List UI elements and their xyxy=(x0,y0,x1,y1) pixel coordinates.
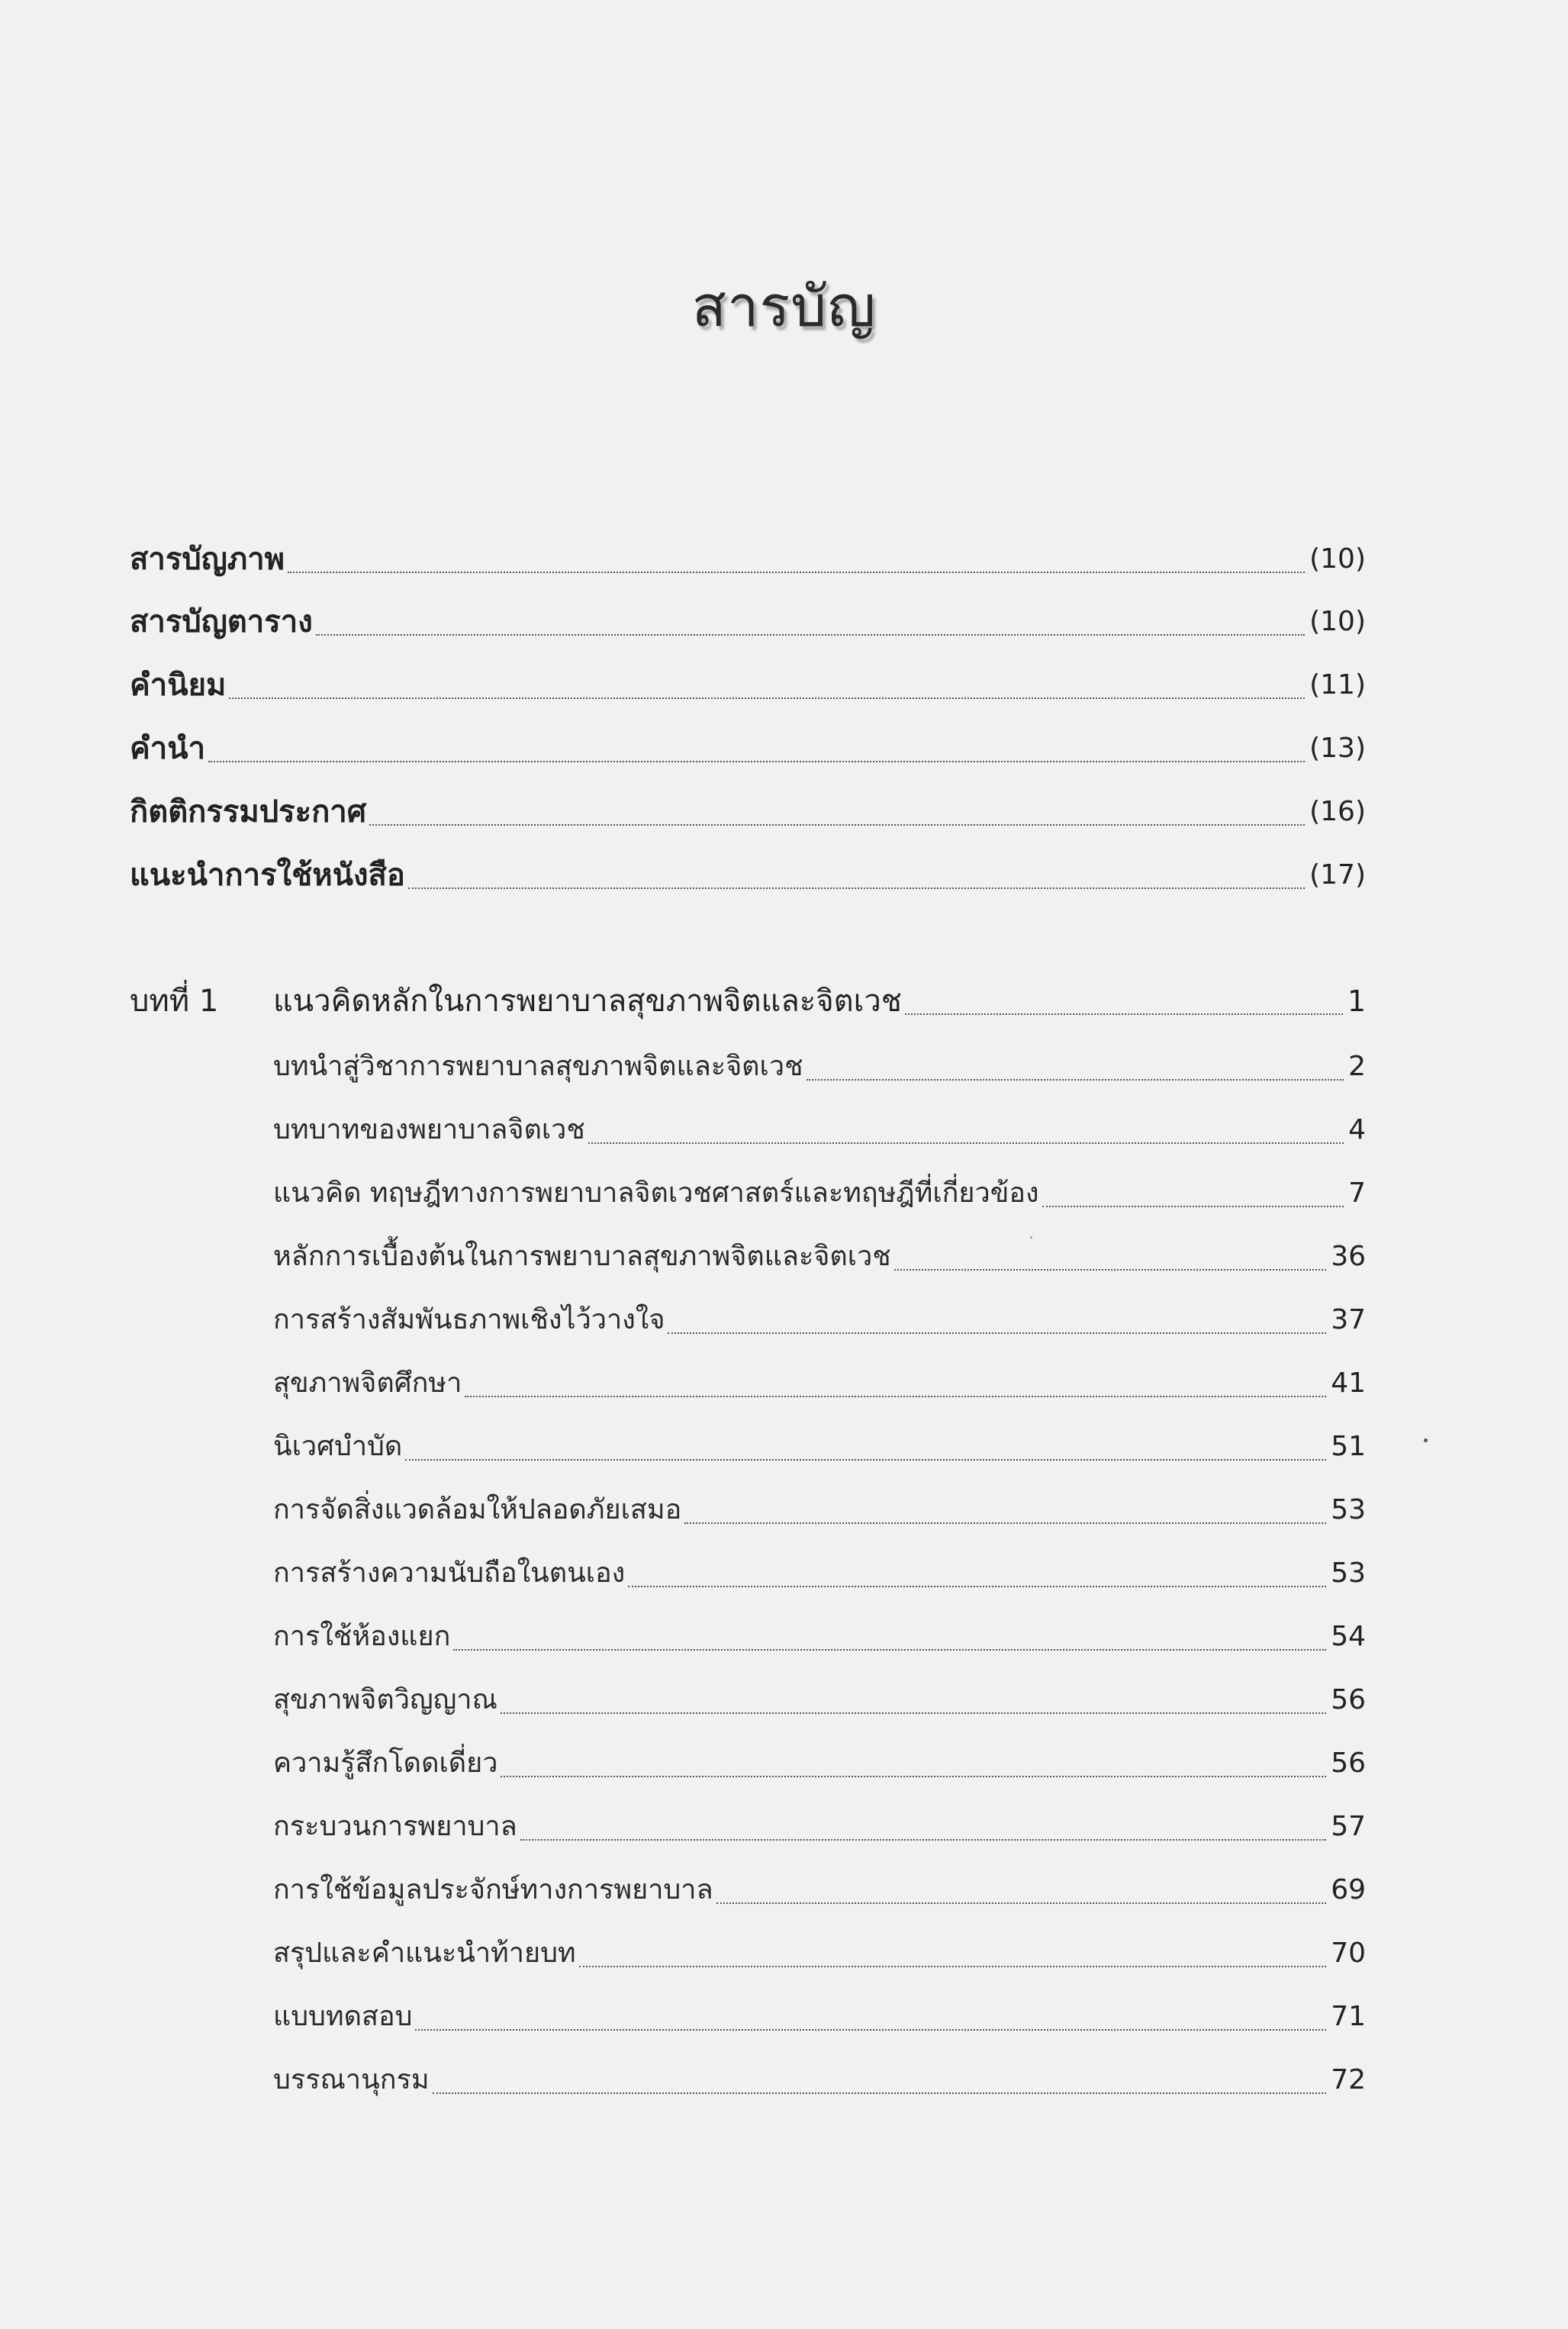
toc-section-label: การสร้างสัมพันธภาพเชิงไว้วางใจ xyxy=(273,1304,665,1335)
toc-section-14[interactable] xyxy=(273,1931,1366,1976)
toc-section-page: 56 xyxy=(1331,1684,1366,1715)
dot-leader xyxy=(405,1458,1326,1461)
toc-section-13[interactable] xyxy=(273,1867,1366,1913)
dot-leader xyxy=(668,1332,1326,1334)
dot-leader xyxy=(905,1013,1343,1015)
dot-leader xyxy=(465,1395,1326,1397)
dot-leader xyxy=(894,1268,1326,1271)
toc-section-page: 41 xyxy=(1331,1367,1366,1399)
dot-leader xyxy=(415,2028,1326,2031)
toc-entry-label: กิตติกรรมประกาศ xyxy=(130,794,367,829)
toc-section-page: 2 xyxy=(1348,1051,1366,1082)
toc-section-page: 51 xyxy=(1331,1431,1366,1462)
toc-section-label: แนวคิด ทฤษฎีทางการพยาบาลจิตเวชศาสตร์และทฤษฎีที่เกี่ยวข้อง xyxy=(273,1177,1039,1209)
toc-section-10[interactable] xyxy=(273,1677,1366,1723)
toc-entry-front-5[interactable] xyxy=(130,852,1366,898)
dot-leader xyxy=(501,1712,1326,1714)
toc-section-2[interactable] xyxy=(273,1171,1366,1216)
toc-entry-front-3[interactable] xyxy=(130,726,1366,772)
toc-section-label: กระบวนการพยาบาล xyxy=(273,1811,517,1842)
toc-entry-page: (10) xyxy=(1309,543,1366,575)
toc-section-label: หลักการเบื้องต้นในการพยาบาลสุขภาพจิตและจิตเวช xyxy=(273,1241,891,1272)
toc-section-16[interactable] xyxy=(273,2057,1366,2103)
dot-leader xyxy=(1042,1205,1344,1207)
toc-entry-label: สารบัญตาราง xyxy=(130,604,313,639)
dot-leader xyxy=(628,1585,1326,1587)
toc-section-page: 7 xyxy=(1348,1177,1366,1209)
dot-leader xyxy=(229,697,1305,699)
toc-section-label: สรุปและคำแนะนำท้ายบท xyxy=(273,1938,576,1969)
dot-leader xyxy=(316,633,1305,636)
toc-entry-front-4[interactable] xyxy=(130,789,1366,835)
toc-entry-page: (13) xyxy=(1309,733,1366,764)
toc-entry-page: (16) xyxy=(1309,796,1366,827)
toc-section-label: บทนำสู่วิชาการพยาบาลสุขภาพจิตและจิตเวช xyxy=(273,1051,803,1082)
toc-entry-page: (17) xyxy=(1309,859,1366,891)
chapter-page: 1 xyxy=(1347,984,1366,1018)
toc-section-11[interactable] xyxy=(273,1741,1366,1786)
toc-section-label: สุขภาพจิตวิญญาณ xyxy=(273,1684,497,1715)
dot-leader xyxy=(684,1522,1326,1524)
toc-section-15[interactable] xyxy=(273,1994,1366,2040)
toc-section-page: 71 xyxy=(1331,2001,1366,2032)
dot-leader xyxy=(433,2092,1327,2094)
toc-section-page: 53 xyxy=(1331,1557,1366,1589)
dot-leader xyxy=(501,1775,1326,1777)
dot-leader xyxy=(208,760,1305,762)
dot-leader xyxy=(453,1648,1326,1651)
toc-entry-front-0[interactable] xyxy=(130,536,1366,582)
toc-section-page: 4 xyxy=(1348,1114,1366,1145)
toc-section-4[interactable] xyxy=(273,1297,1366,1343)
toc-section-page: 70 xyxy=(1331,1938,1366,1969)
toc-section-page: 57 xyxy=(1331,1811,1366,1842)
dot-leader xyxy=(369,823,1305,826)
toc-section-label: บรรณานุกรม xyxy=(273,2064,430,2095)
toc-section-0[interactable] xyxy=(273,1044,1366,1090)
toc-section-1[interactable] xyxy=(273,1107,1366,1153)
toc-section-label: แบบทดสอบ xyxy=(273,2001,413,2032)
toc-entry-page: (10) xyxy=(1309,606,1366,637)
dot-leader xyxy=(520,1838,1327,1841)
toc-section-page: 36 xyxy=(1331,1241,1366,1272)
toc-section-page: 54 xyxy=(1331,1621,1366,1652)
toc-section-5[interactable] xyxy=(273,1361,1366,1406)
toc-section-label: การใช้ห้องแยก xyxy=(273,1621,451,1652)
dot-leader xyxy=(408,887,1305,889)
toc-section-label: การใช้ข้อมูลประจักษ์ทางการพยาบาล xyxy=(273,1874,713,1905)
toc-chapter-1[interactable] xyxy=(130,978,1366,1024)
toc-section-label: การจัดสิ่งแวดล้อมให้ปลอดภัยเสมอ xyxy=(273,1494,682,1525)
toc-section-label: นิเวศบำบัด xyxy=(273,1431,403,1462)
toc-section-label: สุขภาพจิตศึกษา xyxy=(273,1367,462,1399)
toc-section-6[interactable] xyxy=(273,1424,1366,1470)
page-title: สารบัญ xyxy=(691,274,877,340)
toc-entry-front-2[interactable] xyxy=(130,662,1366,708)
toc-section-page: 72 xyxy=(1331,2064,1366,2095)
chapter-number: บทที่ 1 xyxy=(130,984,219,1019)
dot-leader xyxy=(588,1142,1344,1144)
toc-section-page: 53 xyxy=(1331,1494,1366,1525)
toc-entry-page: (11) xyxy=(1309,669,1366,701)
toc-section-label: การสร้างความนับถือในตนเอง xyxy=(273,1557,626,1589)
toc-entry-label: แนะนำการใช้หนังสือ xyxy=(130,858,405,893)
toc-section-8[interactable] xyxy=(273,1551,1366,1596)
toc-section-label: ความรู้สึกโดดเดี่ยว xyxy=(273,1748,498,1779)
dot-leader xyxy=(288,571,1305,573)
toc-entry-label: สารบัญภาพ xyxy=(130,542,285,577)
toc-section-3[interactable] xyxy=(273,1234,1366,1280)
toc-entry-front-1[interactable] xyxy=(130,599,1366,645)
toc-entry-label: คำนิยม xyxy=(130,668,227,703)
toc-entry-label: คำนำ xyxy=(130,731,206,766)
toc-section-7[interactable] xyxy=(273,1487,1366,1533)
scan-speck xyxy=(1424,1438,1428,1442)
scan-speck xyxy=(1030,1236,1032,1239)
toc-section-page: 69 xyxy=(1331,1874,1366,1905)
toc-section-label: บทบาทของพยาบาลจิตเวช xyxy=(273,1114,585,1145)
toc-section-page: 56 xyxy=(1331,1748,1366,1779)
dot-leader xyxy=(716,1902,1327,1904)
toc-section-9[interactable] xyxy=(273,1614,1366,1660)
dot-leader xyxy=(579,1965,1327,1967)
toc-section-page: 37 xyxy=(1331,1304,1366,1335)
toc-section-12[interactable] xyxy=(273,1804,1366,1850)
chapter-title: แนวคิดหลักในการพยาบาลสุขภาพจิตและจิตเวช xyxy=(273,984,902,1019)
dot-leader xyxy=(807,1078,1344,1081)
